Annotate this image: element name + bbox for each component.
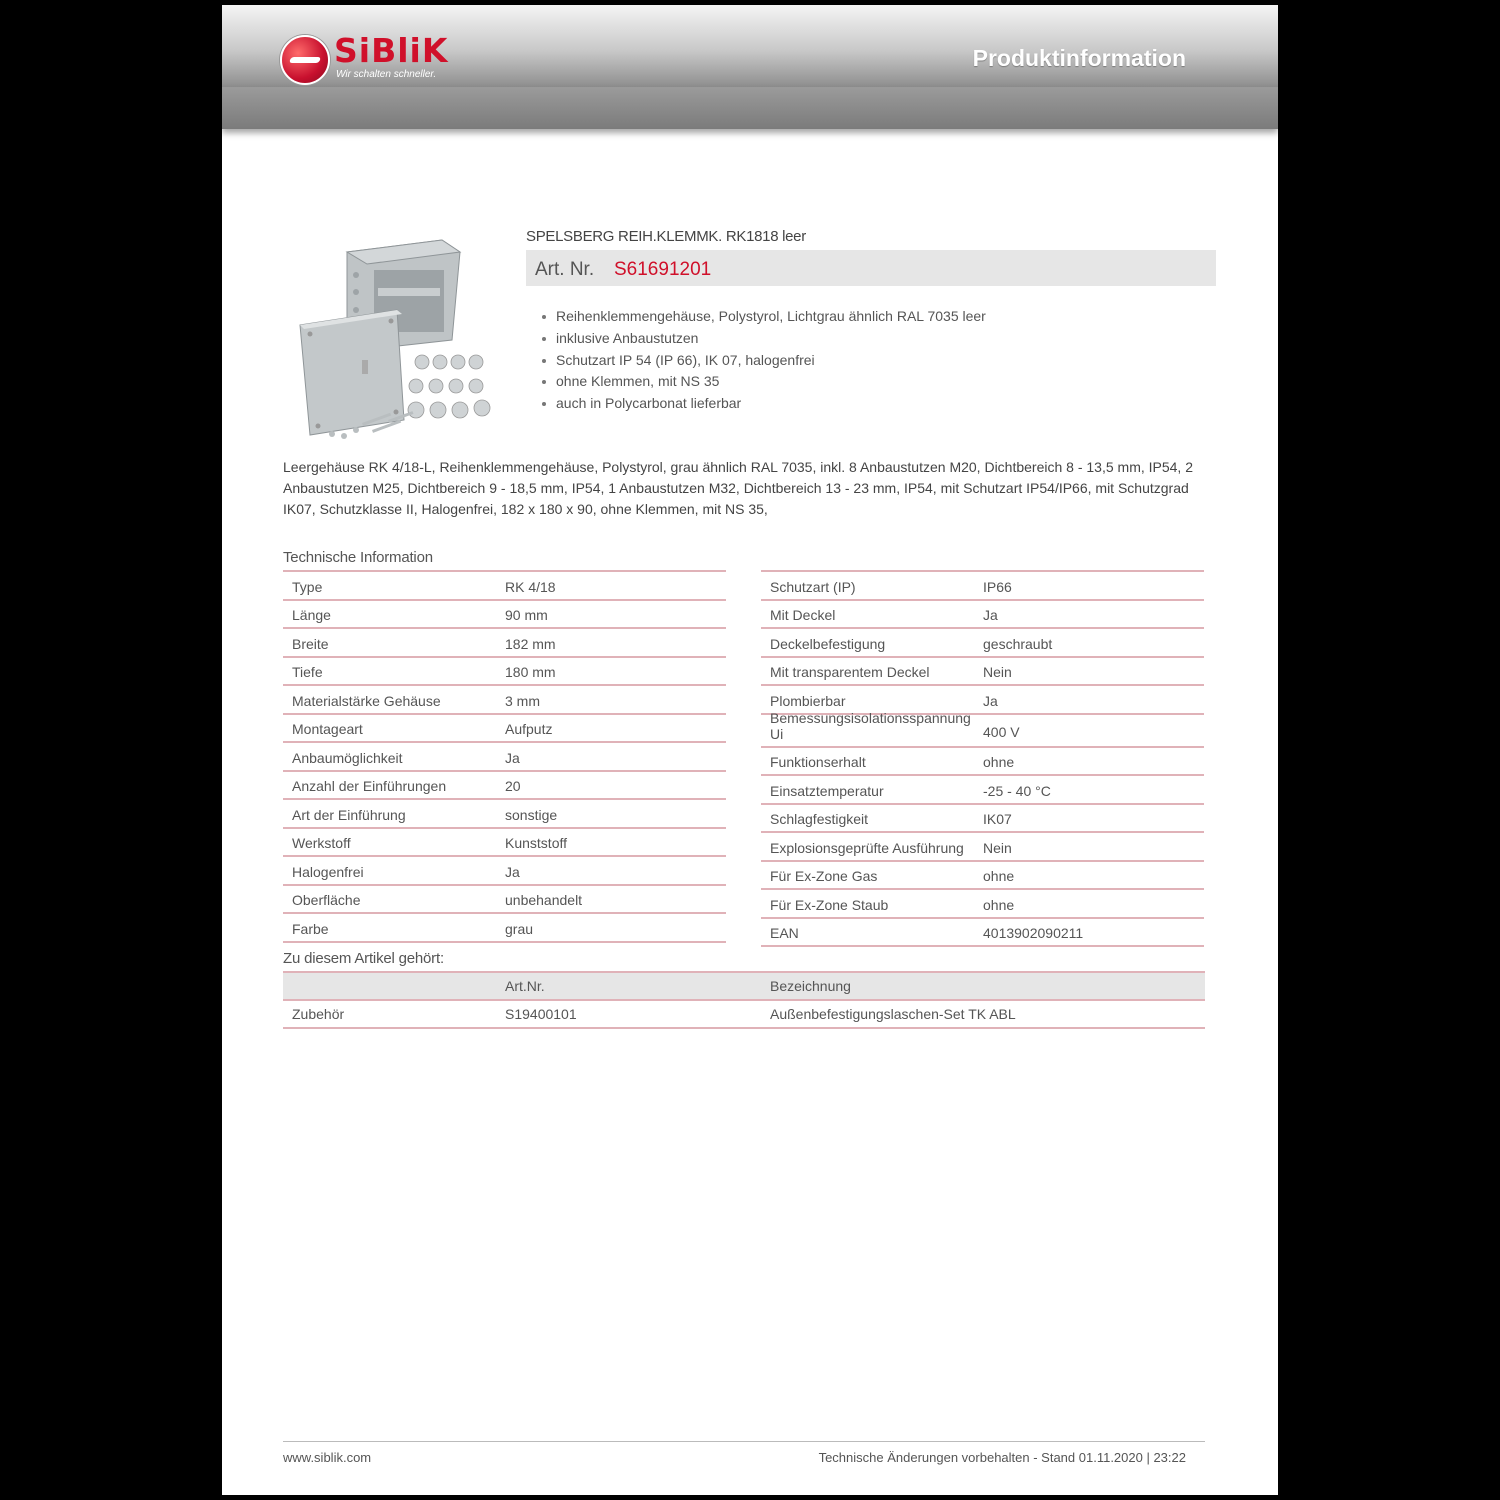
spec-value: unbehandelt <box>505 892 583 908</box>
spec-value: Ja <box>505 863 520 880</box>
table-row <box>283 1001 1205 1029</box>
spec-value: 4013902090211 <box>983 925 1084 941</box>
footer-website: www.siblik.com <box>283 1450 372 1465</box>
spec-value: sonstige <box>505 806 558 823</box>
spec-key: Mit Deckel <box>770 607 836 623</box>
spec-row <box>283 686 726 715</box>
spec-row <box>283 772 726 801</box>
spec-value: Ja <box>983 607 998 623</box>
spec-value: geschraubt <box>983 635 1053 652</box>
accessories-heading: Zu diesem Artikel gehört: <box>283 950 444 967</box>
feature-item: Schutzart IP 54 (IP 66), IK 07, halogenfrei <box>540 350 986 372</box>
article-number-label: Art. Nr. <box>535 259 595 280</box>
spec-value: IK07 <box>983 811 1012 827</box>
spec-key: Bemessungsisolationsspannung Ui <box>770 709 971 742</box>
spec-value: Ja <box>505 749 520 766</box>
spec-key: Oberfläche <box>292 892 361 908</box>
spec-key: Schutzart (IP) <box>770 578 856 595</box>
spec-row <box>283 743 726 772</box>
spec-value: ohne <box>983 868 1015 884</box>
spec-row <box>761 748 1204 777</box>
spec-value: 400 V <box>983 723 1020 740</box>
spec-value: 3 mm <box>505 692 540 709</box>
feature-item: inklusive Anbaustutzen <box>540 328 986 350</box>
accessories-table <box>283 971 1205 1029</box>
spec-row <box>761 629 1204 658</box>
feature-list <box>540 306 986 415</box>
feature-item: auch in Polycarbonat lieferbar <box>540 393 986 415</box>
spec-key: Breite <box>292 635 329 652</box>
spec-value: Aufputz <box>505 721 553 737</box>
spec-key: Für Ex-Zone Gas <box>770 868 878 884</box>
spec-value: grau <box>505 920 534 937</box>
spec-row <box>283 886 726 915</box>
spec-row <box>761 709 1204 748</box>
spec-row <box>283 658 726 687</box>
spec-key: Anbaumöglichkeit <box>292 749 403 766</box>
footer-rule <box>283 1441 1205 1442</box>
spec-key: Type <box>292 578 323 595</box>
spec-key: EAN <box>770 925 799 941</box>
spec-key: Schlagfestigkeit <box>770 811 869 827</box>
product-image <box>292 230 492 442</box>
spec-key: Montageart <box>292 721 363 737</box>
spec-value: Nein <box>983 839 1012 856</box>
spec-row <box>761 572 1204 601</box>
spec-key: Halogenfrei <box>292 863 364 880</box>
product-title: SPELSBERG REIH.KLEMMK. RK1818 leer <box>526 228 806 245</box>
product-description: Leergehäuse RK 4/18-L, Reihenklemmengehäuse, Polystyrol, grau ähnlich RAL 7035, inkl. 8 Anbaustutzen M20, Dichtbereich 8 - 13,5 mm, IP54, 2 Anbaustutzen M25, Dichtbereich 9 - 18,5 mm, IP54, 1 Anbaustutzen M32, Dichtbereich 13 - 23 mm, IP54, mit Schutzart IP54/IP66, mit Schutzgrad IK07, Schutzklasse II, Halogenfrei, 182 x 180 x 90, ohne Klemmen, mit NS 35, <box>283 459 1193 517</box>
column-header: Art.Nr. <box>505 978 545 994</box>
spec-key: Materialstärke Gehäuse <box>292 692 441 709</box>
spec-key: Funktionserhalt <box>770 754 866 770</box>
spec-value: RK 4/18 <box>505 578 556 595</box>
spec-row <box>283 715 726 744</box>
spec-row <box>283 601 726 630</box>
spec-value: Ja <box>983 692 998 709</box>
logo-slogan: Wir schalten schneller. <box>336 69 437 80</box>
feature-item: ohne Klemmen, mit NS 35 <box>540 371 986 393</box>
spec-table-right <box>761 570 1204 947</box>
spec-key: Tiefe <box>292 664 323 680</box>
spec-row <box>761 776 1204 805</box>
article-number-bar <box>526 250 1216 286</box>
siblik-logo <box>280 31 480 85</box>
spec-key: Einsatztemperatur <box>770 782 884 799</box>
logo-mark-icon <box>280 35 330 85</box>
spec-key: Plombierbar <box>770 692 846 709</box>
spec-key: Anzahl der Einführungen <box>292 778 447 794</box>
spec-value: 180 mm <box>505 664 556 680</box>
spec-row <box>283 857 726 886</box>
feature-item: Reihenklemmengehäuse, Polystyrol, Lichtgrau ähnlich RAL 7035 leer <box>540 306 986 328</box>
spec-row <box>761 833 1204 862</box>
spec-value: ohne <box>983 896 1015 913</box>
spec-row <box>283 800 726 829</box>
spec-row <box>761 658 1204 687</box>
spec-row <box>283 914 726 943</box>
spec-row <box>761 919 1204 948</box>
accessory-description: Außenbefestigungslaschen-Set TK ABL <box>770 1006 1016 1022</box>
accessories-header-row <box>283 971 1205 1001</box>
spec-value: 20 <box>505 778 521 794</box>
spec-row <box>761 805 1204 834</box>
article-number-value: S61691201 <box>614 259 712 280</box>
spec-key: Länge <box>292 607 331 623</box>
spec-key: Deckelbefestigung <box>770 635 886 652</box>
tech-info-heading: Technische Information <box>283 549 433 566</box>
product-sheet <box>222 5 1278 1495</box>
spec-value: Kunststoff <box>505 835 568 851</box>
spec-table-left <box>283 570 726 943</box>
accessory-type: Zubehör <box>292 1006 345 1022</box>
spec-value: 182 mm <box>505 635 556 652</box>
spec-key: Farbe <box>292 920 329 937</box>
spec-row <box>761 890 1204 919</box>
spec-value: ohne <box>983 754 1015 770</box>
accessory-artnr: S19400101 <box>505 1006 577 1022</box>
footer-disclaimer: Technische Änderungen vorbehalten - Stand 01.11.2020 | 23:22 <box>818 1450 1186 1465</box>
header-band <box>222 87 1278 129</box>
spec-value: 90 mm <box>505 607 548 623</box>
spec-key: Für Ex-Zone Staub <box>770 896 889 913</box>
spec-key: Explosionsgeprüfte Ausführung <box>770 839 964 856</box>
header-title: Produktinformation <box>972 45 1186 71</box>
spec-row <box>283 829 726 858</box>
spec-row <box>761 601 1204 630</box>
spec-key: Werkstoff <box>292 835 351 851</box>
spec-row <box>283 572 726 601</box>
page-header <box>222 5 1278 87</box>
logo-wordmark: SiBliK <box>334 31 449 70</box>
spec-key: Art der Einführung <box>292 806 406 823</box>
spec-value: -25 - 40 °C <box>983 782 1051 799</box>
column-header: Bezeichnung <box>770 978 851 994</box>
spec-row <box>283 629 726 658</box>
spec-row <box>761 862 1204 891</box>
spec-key: Mit transparentem Deckel <box>770 664 930 680</box>
spec-value: IP66 <box>983 578 1012 595</box>
spec-value: Nein <box>983 664 1012 680</box>
